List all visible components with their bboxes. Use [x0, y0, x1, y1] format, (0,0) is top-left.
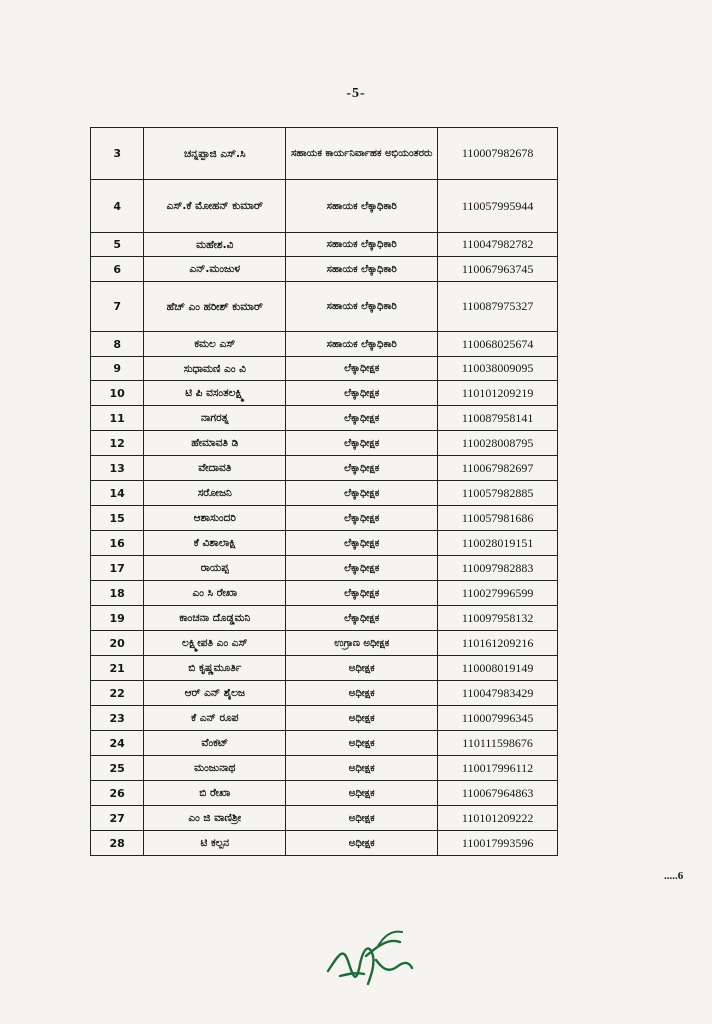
employee-name: ಹೆಚ್ ಎಂ ಹರೀಶ್ ಕುಮಾರ್: [144, 282, 286, 332]
table-row: [91, 531, 558, 556]
employee-id: 110047983429: [438, 681, 558, 706]
table-row: [91, 606, 558, 631]
table-row: [91, 481, 558, 506]
employee-id: 110017996112: [438, 756, 558, 781]
designation: ಲೆಕ್ಕಾಧೀಕ್ಷಕ: [286, 606, 438, 631]
employee-name: ಮಂಜುನಾಥ: [144, 756, 286, 781]
row-number: 3: [91, 128, 144, 180]
employee-name: ಆರ್ ಎನ್ ಶೈಲಜ: [144, 681, 286, 706]
employee-name: ಬಿ ರೇಖಾ: [144, 781, 286, 806]
designation: ಲೆಕ್ಕಾಧೀಕ್ಷಕ: [286, 581, 438, 606]
signature-image: [318, 916, 418, 996]
staff-table: [90, 127, 558, 856]
designation: ಲೆಕ್ಕಾಧೀಕ್ಷಕ: [286, 556, 438, 581]
table-row: [91, 332, 558, 357]
employee-name: ಟಿ ಪಿ ವಸಂತಲಕ್ಷ್ಮಿ: [144, 381, 286, 406]
row-number: 26: [91, 781, 144, 806]
row-number: 12: [91, 431, 144, 456]
designation: ಸಹಾಯಕ ಲೆಕ್ಕಾಧಿಕಾರಿ: [286, 233, 438, 257]
employee-id: 110087958141: [438, 406, 558, 431]
designation: ಅಧೀಕ್ಷಕ: [286, 831, 438, 856]
designation: ಅಧೀಕ್ಷಕ: [286, 681, 438, 706]
designation: ಸಹಾಯಕ ಲೆಕ್ಕಾಧಿಕಾರಿ: [286, 332, 438, 357]
employee-id: 110067982697: [438, 456, 558, 481]
page-number: -5-: [346, 86, 366, 101]
row-number: 28: [91, 831, 144, 856]
row-number: 11: [91, 406, 144, 431]
designation: ಅಧೀಕ್ಷಕ: [286, 656, 438, 681]
employee-name: ರಾಯಪ್ಪ: [144, 556, 286, 581]
table-row: [91, 257, 558, 282]
row-number: 20: [91, 631, 144, 656]
employee-id: 110007982678: [438, 128, 558, 180]
table-row: [91, 706, 558, 731]
row-number: 22: [91, 681, 144, 706]
table-row: [91, 681, 558, 706]
table-row: [91, 456, 558, 481]
employee-name: ಕೆ ವಿಶಾಲಾಕ್ಷಿ: [144, 531, 286, 556]
employee-id: 110057995944: [438, 180, 558, 233]
table-row: [91, 756, 558, 781]
employee-id: 110047982782: [438, 233, 558, 257]
employee-id: 110101209222: [438, 806, 558, 831]
employee-name: ಎಸ್.ಕೆ ಮೋಹನ್ ಕುಮಾರ್: [144, 180, 286, 233]
employee-name: ಬಿ ಕೃಷ್ಣಮೂರ್ತಿ: [144, 656, 286, 681]
row-number: 8: [91, 332, 144, 357]
designation: ಲೆಕ್ಕಾಧೀಕ್ಷಕ: [286, 531, 438, 556]
row-number: 25: [91, 756, 144, 781]
table-row: [91, 357, 558, 381]
employee-name: ಹೇಮಾವತಿ ಡಿ: [144, 431, 286, 456]
designation: ಲೆಕ್ಕಾಧೀಕ್ಷಕ: [286, 456, 438, 481]
table-row: [91, 556, 558, 581]
employee-name: ಆಶಾಸುಂದರಿ: [144, 506, 286, 531]
employee-name: ನಾಗರತ್ನ: [144, 406, 286, 431]
employee-name: ಟಿ ಕಲ್ಪನ: [144, 831, 286, 856]
designation: ಸಹಾಯಕ ಲೆಕ್ಕಾಧಿಕಾರಿ: [286, 282, 438, 332]
designation: ಲೆಕ್ಕಾಧೀಕ್ಷಕ: [286, 381, 438, 406]
designation: ಸಹಾಯಕ ಲೆಕ್ಕಾಧಿಕಾರಿ: [286, 180, 438, 233]
row-number: 14: [91, 481, 144, 506]
table-row: [91, 381, 558, 406]
designation: ಲೆಕ್ಕಾಧೀಕ್ಷಕ: [286, 406, 438, 431]
designation: ಲೆಕ್ಕಾಧೀಕ್ಷಕ: [286, 431, 438, 456]
table-row: [91, 806, 558, 831]
employee-id: 110111598676: [438, 731, 558, 756]
employee-name: ಸರೋಜನಿ: [144, 481, 286, 506]
employee-id: 110017993596: [438, 831, 558, 856]
employee-id: 110027996599: [438, 581, 558, 606]
row-number: 10: [91, 381, 144, 406]
designation: ಅಧೀಕ್ಷಕ: [286, 706, 438, 731]
designation: ಲೆಕ್ಕಾಧೀಕ್ಷಕ: [286, 506, 438, 531]
row-number: 23: [91, 706, 144, 731]
employee-name: ಎನ್.ಮಂಜುಳ: [144, 257, 286, 282]
table-row: [91, 180, 558, 233]
table-row: [91, 631, 558, 656]
table-row: [91, 431, 558, 456]
row-number: 6: [91, 257, 144, 282]
employee-id: 110101209219: [438, 381, 558, 406]
employee-name: ಕಮಲ ಎಸ್: [144, 332, 286, 357]
employee-id: 110028019151: [438, 531, 558, 556]
continued-marker: .....6: [664, 870, 684, 882]
row-number: 15: [91, 506, 144, 531]
table-row: [91, 406, 558, 431]
row-number: 19: [91, 606, 144, 631]
employee-id: 110067964863: [438, 781, 558, 806]
employee-name: ಎಂ ಜಿ ವಾಣಿಶ್ರೀ: [144, 806, 286, 831]
table-row: [91, 781, 558, 806]
designation: ಅಧೀಕ್ಷಕ: [286, 806, 438, 831]
designation: ಅಧೀಕ್ಷಕ: [286, 781, 438, 806]
employee-name: ಕಾಂಚನಾ ದೊಡ್ಡಮನಿ: [144, 606, 286, 631]
row-number: 27: [91, 806, 144, 831]
row-number: 16: [91, 531, 144, 556]
employee-name: ಸುಧಾಮಣಿ ಎಂ ವಿ: [144, 357, 286, 381]
row-number: 13: [91, 456, 144, 481]
employee-id: 110097982883: [438, 556, 558, 581]
employee-id: 110067963745: [438, 257, 558, 282]
employee-id: 110087975327: [438, 282, 558, 332]
employee-name: ಕೆ ಎನ್ ರೂಪ: [144, 706, 286, 731]
designation: ಅಧೀಕ್ಷಕ: [286, 756, 438, 781]
employee-id: 110008019149: [438, 656, 558, 681]
table-row: [91, 581, 558, 606]
employee-id: 110057982885: [438, 481, 558, 506]
employee-id: 110068025674: [438, 332, 558, 357]
employee-name: ಚನ್ನಪ್ಪಾಜಿ ಎಸ್.ಸಿ: [144, 128, 286, 180]
row-number: 4: [91, 180, 144, 233]
employee-id: 110097958132: [438, 606, 558, 631]
row-number: 5: [91, 233, 144, 257]
designation: ಲೆಕ್ಕಾಧೀಕ್ಷಕ: [286, 481, 438, 506]
row-number: 24: [91, 731, 144, 756]
table-row: [91, 128, 558, 180]
designation: ಸಹಾಯಕ ಕಾರ್ಯನಿರ್ವಾಹಕ ಅಭಿಯಂತರರು: [286, 128, 438, 180]
employee-id: 110057981686: [438, 506, 558, 531]
employee-id: 110028008795: [438, 431, 558, 456]
table-row: [91, 282, 558, 332]
table-row: [91, 731, 558, 756]
table-row: [91, 831, 558, 856]
employee-name: ಲಕ್ಷ್ಮೀಪತಿ ಎಂ ಎಸ್: [144, 631, 286, 656]
employee-id: 110038009095: [438, 357, 558, 381]
table-row: [91, 506, 558, 531]
row-number: 17: [91, 556, 144, 581]
designation: ಅಧೀಕ್ಷಕ: [286, 731, 438, 756]
employee-name: ಎಂ ಸಿ ರೇಖಾ: [144, 581, 286, 606]
table-row: [91, 656, 558, 681]
employee-name: ವೆಂಕಟ್: [144, 731, 286, 756]
table-row: [91, 233, 558, 257]
row-number: 9: [91, 357, 144, 381]
designation: ಲೆಕ್ಕಾಧೀಕ್ಷಕ: [286, 357, 438, 381]
row-number: 18: [91, 581, 144, 606]
row-number: 7: [91, 282, 144, 332]
employee-name: ಮಹೇಶ.ವಿ: [144, 233, 286, 257]
employee-name: ವೇದಾವತಿ: [144, 456, 286, 481]
employee-id: 110007996345: [438, 706, 558, 731]
employee-id: 110161209216: [438, 631, 558, 656]
designation: ಸಹಾಯಕ ಲೆಕ್ಕಾಧಿಕಾರಿ: [286, 257, 438, 282]
row-number: 21: [91, 656, 144, 681]
designation: ಉಗ್ರಾಣ ಅಧೀಕ್ಷಕ: [286, 631, 438, 656]
